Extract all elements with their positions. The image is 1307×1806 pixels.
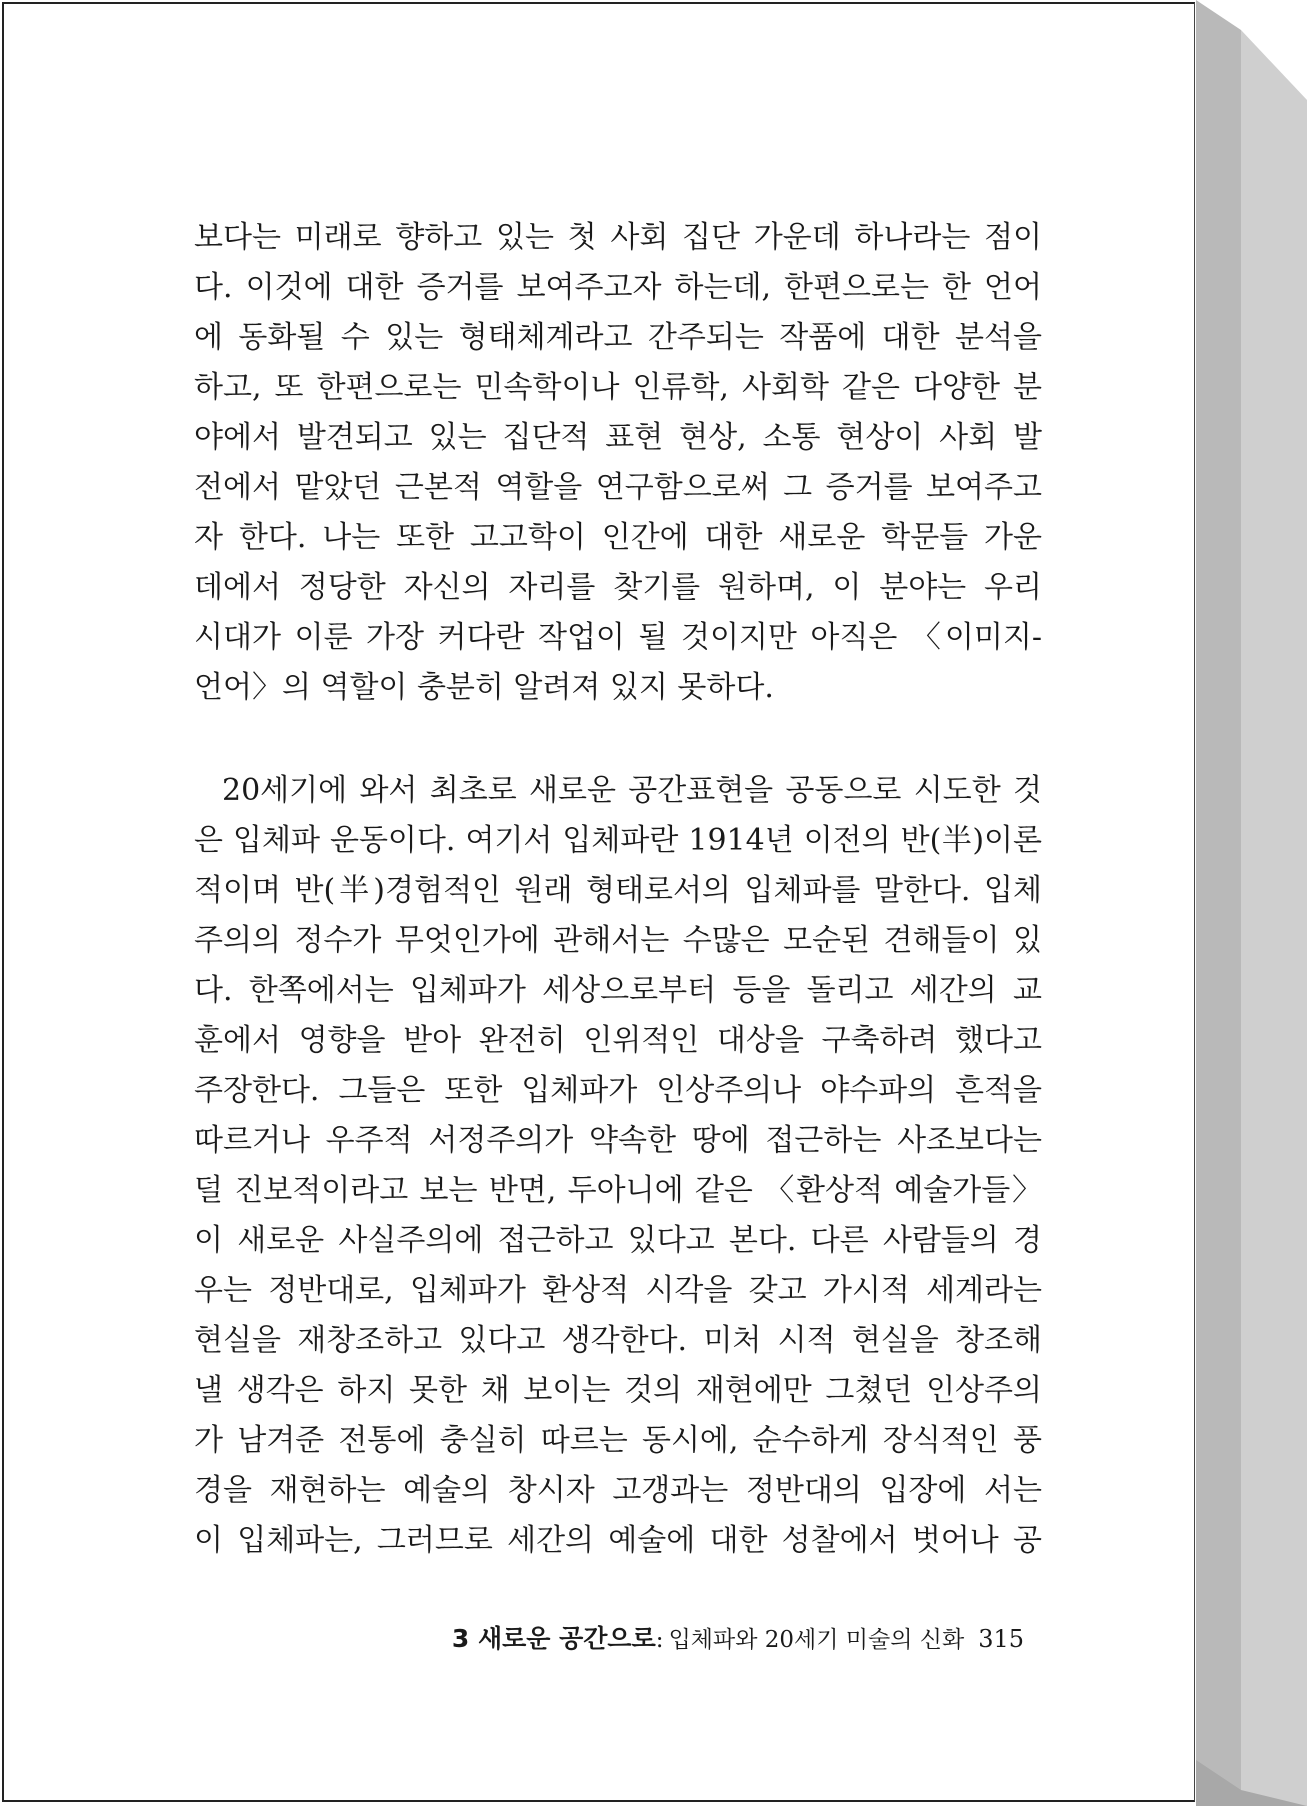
text-line: 낼 생각은 하지 못한 채 보이는 것의 재현에만 그쳤던 인상주의 [194, 1373, 1042, 1408]
text-line: 주장한다. 그들은 또한 입체파가 인상주의나 야수파의 흔적을 [194, 1073, 1042, 1108]
text-line: 시대가 이룬 가장 커다란 작업이 될 것이지만 아직은 〈이미지- [194, 620, 1042, 655]
text-line: 다. 이것에 대한 증거를 보여주고자 하는데, 한편으로는 한 언어 [194, 270, 1042, 305]
page-stack-edge [1196, 0, 1307, 1806]
text-line: 현실을 재창조하고 있다고 생각한다. 미처 시적 현실을 창조해 [194, 1323, 1042, 1358]
paragraph-spacer [194, 713, 1042, 766]
text-line: 야에서 발견되고 있는 집단적 표현 현상, 소통 현상이 사회 발 [194, 420, 1042, 455]
text-line: 하고, 또 한편으로는 민속학이나 인류학, 사회학 같은 다양한 분 [194, 370, 1042, 405]
text-line: 에 동화될 수 있는 형태체계라고 간주되는 작품에 대한 분석을 [194, 320, 1042, 355]
text-line: 이 새로운 사실주의에 접근하고 있다고 본다. 다른 사람들의 경 [194, 1223, 1042, 1258]
text-line: 적이며 반(半)경험적인 원래 형태로서의 입체파를 말한다. 입체 [194, 873, 1042, 908]
text-line: 20세기에 와서 최초로 새로운 공간표현을 공동으로 시도한 것 [222, 773, 1042, 808]
text-line: 덜 진보적이라고 보는 반면, 두아니에 같은 〈환상적 예술가들〉 [194, 1173, 1042, 1208]
chapter-title: 3 새로운 공간으로 [451, 1624, 656, 1653]
text-line: 주의의 정수가 무엇인가에 관해서는 수많은 모순된 견해들이 있 [194, 923, 1042, 958]
text-line: 따르거나 우주적 서정주의가 약속한 땅에 접근하는 사조보다는 [194, 1123, 1042, 1158]
paragraph-1 [194, 213, 1042, 713]
text-line: 언어〉의 역할이 충분히 알려져 있지 못하다. [194, 670, 774, 705]
text-line: 자 한다. 나는 또한 고고학이 인간에 대한 새로운 학문들 가운 [194, 520, 1042, 555]
chapter-subtitle: 입체파와 20세기 미술의 신화 [668, 1627, 965, 1653]
text-line: 전에서 맡았던 근본적 역할을 연구함으로써 그 증거를 보여주고 [194, 470, 1042, 505]
text-line: 경을 재현하는 예술의 창시자 고갱과는 정반대의 입장에 서는 [194, 1473, 1042, 1508]
text-line: 다. 한쪽에서는 입체파가 세상으로부터 등을 돌리고 세간의 교 [194, 973, 1042, 1008]
body-text [194, 213, 1042, 1566]
text-line: 훈에서 영향을 받아 완전히 인위적인 대상을 구축하려 했다고 [194, 1023, 1042, 1058]
page-number: 315 [978, 1625, 1024, 1653]
text-line: 이 입체파는, 그러므로 세간의 예술에 대한 성찰에서 벗어나 공 [194, 1523, 1042, 1558]
text-line: 가 남겨준 전통에 충실히 따르는 동시에, 순수하게 장식적인 풍 [194, 1423, 1042, 1458]
text-line: 보다는 미래로 향하고 있는 첫 사회 집단 가운데 하나라는 점이 [194, 220, 1042, 255]
text-line: 데에서 정당한 자신의 자리를 찾기를 원하며, 이 분야는 우리 [194, 570, 1042, 605]
text-line: 은 입체파 운동이다. 여기서 입체파란 1914년 이전의 반(半)이론 [194, 823, 1042, 858]
running-footer [424, 1619, 1024, 1655]
paragraph-2 [194, 766, 1042, 1566]
text-line: 우는 정반대로, 입체파가 환상적 시각을 갖고 가시적 세계라는 [194, 1273, 1042, 1308]
footer-separator: : [655, 1627, 664, 1653]
book-page [2, 2, 1195, 1802]
